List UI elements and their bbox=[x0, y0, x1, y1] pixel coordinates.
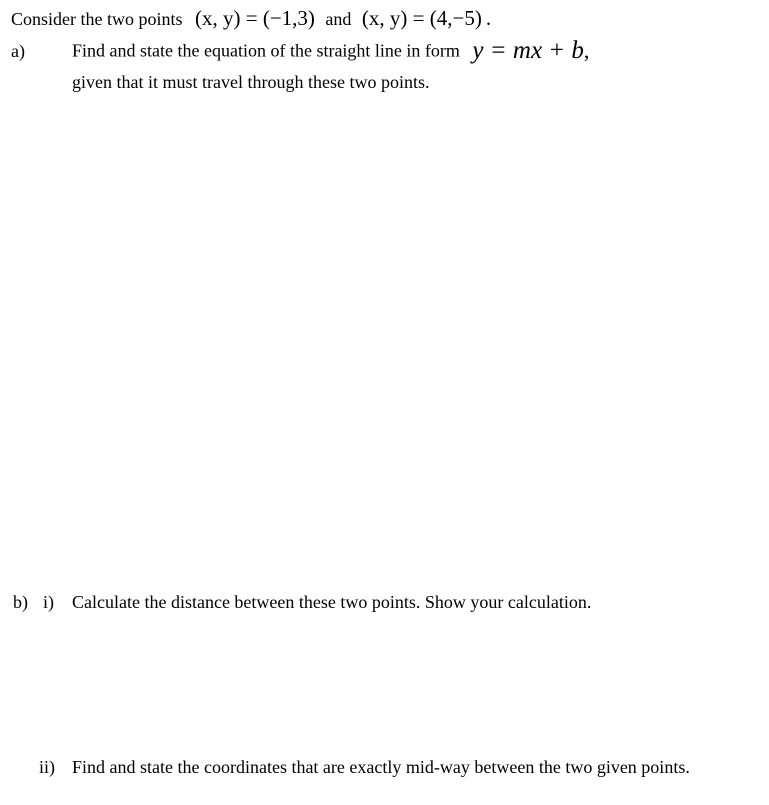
part-a-line-2: given that it must travel through these two points. bbox=[72, 72, 430, 92]
part-a-line-1 bbox=[72, 37, 589, 65]
part-b-i-label: i) bbox=[43, 592, 54, 612]
part-b-ii-label: ii) bbox=[39, 757, 55, 777]
part-a-label: a) bbox=[11, 41, 25, 61]
part-a-text-1: Find and state the equation of the straight line in form bbox=[72, 40, 460, 61]
part-b-label: b) bbox=[13, 592, 28, 612]
part-b-ii-text: Find and state the coordinates that are exactly mid-way between the two given points. bbox=[72, 757, 690, 777]
point-two: (x, y) = (4,−5) bbox=[361, 6, 482, 30]
line-formula: y = mx + b bbox=[472, 37, 584, 64]
part-b-i-text: Calculate the distance between these two points. Show your calculation. bbox=[72, 592, 592, 612]
intro-line bbox=[11, 6, 491, 31]
intro-end: . bbox=[485, 6, 492, 30]
formula-end: , bbox=[583, 38, 590, 63]
intro-joiner: and bbox=[325, 9, 352, 29]
point-one: (x, y) = (−1,3) bbox=[195, 6, 315, 30]
intro-text: Consider the two points bbox=[11, 9, 183, 29]
